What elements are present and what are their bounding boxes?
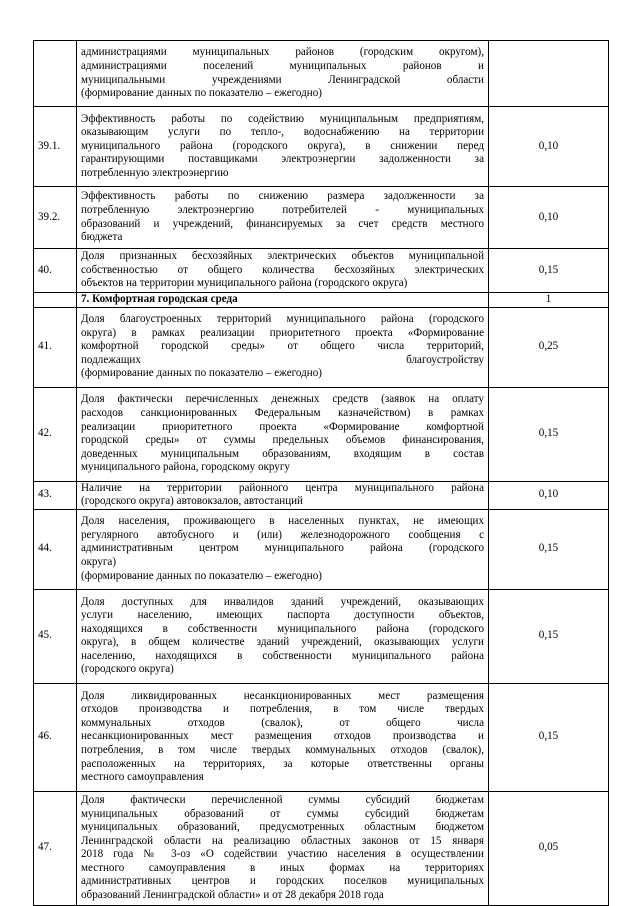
indicator-weight: 0,15 (489, 509, 609, 589)
row-number (34, 293, 77, 308)
description-line: регулярного автобусного и (или) железнодорожного сообщения с (81, 528, 484, 541)
description-line: административных центров и городских поселков муниципальных (81, 875, 484, 888)
indicators-table-body (34, 41, 609, 906)
description-line: (формирование данных по показателю – ежегодно) (81, 87, 322, 100)
indicator-weight: 0,10 (489, 187, 609, 249)
description-line: находящихся в собственности муниципального района (городского (81, 622, 484, 635)
table-row (34, 589, 609, 683)
row-number: 44. (34, 509, 77, 589)
indicator-description (77, 509, 489, 589)
indicator-weight: 0,15 (489, 589, 609, 683)
row-number: 43. (34, 481, 77, 509)
description-line: округа) в рамках реализации приоритетного проекта «Формирование (81, 326, 484, 339)
description-line: администрациями поселений муниципальных районов и (81, 59, 484, 72)
description-line: реализации приоритетного проекта «Формирование комфортной (81, 420, 484, 433)
row-number: 39.1. (34, 107, 77, 187)
description-line: административным центром муниципального района (городского (81, 542, 484, 555)
description-line: городской среды» от суммы предельных объемов финансирования, (81, 434, 484, 447)
row-number: 47. (34, 791, 77, 905)
indicator-weight (489, 41, 609, 107)
description-line: муниципальными учреждениями Ленинградской области (81, 73, 484, 86)
description-line: собственностью от общего количества бесхозяйных электрических (81, 263, 484, 276)
table-row (34, 187, 609, 249)
description-line: 7. Комфортная городская среда (81, 293, 238, 305)
table-row (34, 481, 609, 509)
section-header-row (34, 293, 609, 308)
row-number (34, 41, 77, 107)
description-line: потребленную электроэнергию потребителей - муниципальных (81, 203, 484, 216)
indicator-description (77, 589, 489, 683)
table-row (34, 249, 609, 293)
description-line: Доля фактически перечисленных денежных средств (заявок на оплату (81, 393, 484, 406)
indicator-description (77, 41, 489, 107)
table-row (34, 41, 609, 107)
description-line: округа), в общем количестве зданий учреждений, оказывающих услуги (81, 636, 484, 649)
description-line: 2018 года № 3-оз «О содействии участию населения в осуществлении (81, 848, 484, 861)
row-number: 42. (34, 387, 77, 481)
indicators-table (33, 40, 609, 906)
indicator-description (77, 307, 489, 387)
description-line: объектов на территории муниципального района (городского округа) (81, 277, 408, 290)
table-row (34, 387, 609, 481)
indicator-weight: 0,05 (489, 791, 609, 905)
description-line: местного самоуправления в иных формах на территориях (81, 861, 484, 874)
section-title (77, 293, 489, 308)
description-line: Доля населения, проживающего в населенных пунктах, не имеющих (81, 515, 484, 528)
indicator-description (77, 187, 489, 249)
description-line: Наличие на территории районного центра муниципального района (81, 481, 484, 494)
indicator-weight: 0,15 (489, 387, 609, 481)
description-line: потребления, в том числе твердых коммунальных отходов (свалок), (81, 744, 484, 757)
description-line: муниципальных образований, предусмотренных областным бюджетом (81, 821, 484, 834)
indicator-weight: 0,15 (489, 249, 609, 293)
description-line: Доля доступных для инвалидов зданий учреждений, оказывающих (81, 595, 484, 608)
row-number: 46. (34, 683, 77, 791)
indicator-description (77, 683, 489, 791)
indicator-weight: 0,25 (489, 307, 609, 387)
description-line: оказывающим услуги по тепло-, водоснабжению на территории (81, 126, 484, 139)
description-line: несанкционированных мест размещения отходов производства и (81, 730, 484, 743)
table-row (34, 307, 609, 387)
description-line: услуги населению, имеющих паспорта доступности объектов, (81, 609, 484, 622)
description-line: Доля ликвидированных несанкционированных мест размещения (81, 689, 484, 702)
description-line: потребленную электроэнергию (81, 166, 229, 179)
description-line: комфортной городской среды» от общего числа территорий, (81, 340, 484, 353)
indicator-description (77, 387, 489, 481)
row-number: 41. (34, 307, 77, 387)
description-line: образований и учреждений, финансируемых за счет средств местного (81, 217, 484, 230)
indicator-description (77, 107, 489, 187)
description-line: подлежащих благоустройству (81, 353, 484, 366)
description-line: расходов санкционированных Федеральным казначейством) в рамках (81, 406, 484, 419)
description-line: (городского округа) (81, 663, 174, 676)
indicator-weight: 0,10 (489, 107, 609, 187)
description-line: администрациями муниципальных районов (городским округом), (81, 46, 484, 59)
row-number: 40. (34, 249, 77, 293)
description-line: муниципального района (городского округа), в снижении перед (81, 139, 484, 152)
description-line: Доля благоустроенных территорий муниципального района (городского (81, 313, 484, 326)
indicator-description (77, 249, 489, 293)
description-line: муниципальных образований от суммы субсидий бюджетам (81, 807, 484, 820)
description-line: Эффективность работы по содействию муниципальным предприятиям, (81, 112, 484, 125)
description-line: (городского округа) автовокзалов, автостанций (81, 495, 303, 508)
description-line: населению, находящихся в собственности муниципального района (81, 649, 484, 662)
description-line: коммунальных отходов (свалок), от общего числа (81, 716, 484, 729)
description-line: Доля признанных бесхозяйных электрических объектов муниципальной (81, 250, 484, 263)
table-row (34, 107, 609, 187)
description-line: бюджета (81, 231, 123, 244)
description-line: Доля фактически перечисленной суммы субсидий бюджетам (81, 793, 484, 806)
indicator-weight: 1 (489, 293, 609, 308)
description-line: расположенных на территориях, за которые ответственны органы (81, 757, 484, 770)
description-line: (формирование данных по показателю – ежегодно) (81, 367, 322, 380)
indicator-weight: 0,10 (489, 481, 609, 509)
description-line: местного самоуправления (81, 771, 204, 784)
row-number: 39.2. (34, 187, 77, 249)
description-line: Эффективность работы по снижению размера задолженности за (81, 190, 484, 203)
description-line: округа) (81, 556, 117, 569)
description-line: доведенных муниципальным образованиям, входящим в состав (81, 447, 484, 460)
description-line: муниципального района, городскому округу (81, 461, 290, 474)
indicator-description (77, 481, 489, 509)
table-row (34, 683, 609, 791)
description-line: гарантирующими поставщиками электроэнергии задолженности за (81, 153, 484, 166)
row-number: 45. (34, 589, 77, 683)
table-row (34, 791, 609, 905)
description-line: образований Ленинградской области» и от 28 декабря 2018 года (81, 889, 384, 902)
description-line: (формирование данных по показателю – ежегодно) (81, 569, 322, 582)
description-line: отходов производства и потребления, в том числе твердых (81, 703, 484, 716)
description-line: Ленинградской области на реализацию областных законов от 15 января (81, 834, 484, 847)
table-row (34, 509, 609, 589)
indicator-description (77, 791, 489, 905)
indicator-weight: 0,15 (489, 683, 609, 791)
